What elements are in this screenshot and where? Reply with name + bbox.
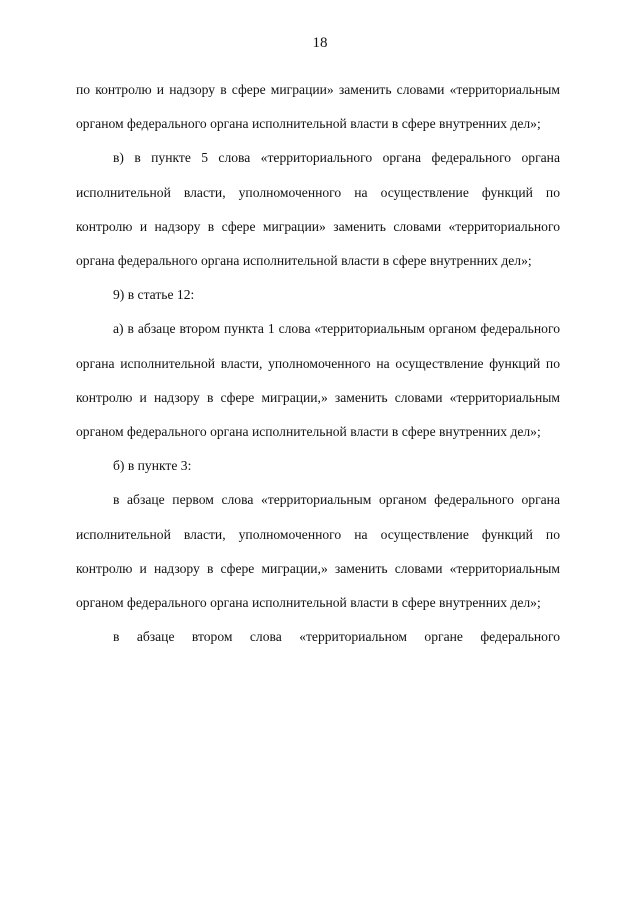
paragraph-item-v: в) в пункте 5 слова «территориального органа федерального органа исполнительной власти, уполномоченного на осуществление функций по контролю и надзору в сфере миграции» заменить словами «территориального органа федерального органа исполнительной власти в сфере внутренних дел»; (76, 150, 560, 269)
paragraph-first-abzac: в абзаце первом слова «территориальным органом федерального органа исполнительной власти, уполномоченного на осуществление функций по контролю и надзору в сфере миграции,» заменить словами «территориальным органом федерального органа исполнительной власти в сфере внутренних дел»; (76, 492, 560, 611)
paragraph-continuation: по контролю и надзору в сфере миграции» заменить словами «территориальным органом федерального органа исполнительной власти в сфере внутренних дел»; (76, 82, 560, 132)
paragraph-item-b: б) в пункте 3: (113, 458, 192, 474)
paragraph-second-abzac: в абзаце втором слова «территориальном органе федерального (113, 629, 560, 645)
paragraph-item-9: 9) в статье 12: (113, 287, 195, 303)
paragraph-item-a: а) в абзаце втором пункта 1 слова «территориальным органом федерального органа исполнительной власти, уполномоченного на осуществление функций по контролю и надзору в сфере миграции,» заменить словами «территориальным органом федерального органа исполнительной власти в сфере внутренних дел»; (76, 321, 560, 440)
document-body (76, 73, 560, 654)
page-number: 18 (312, 35, 328, 51)
